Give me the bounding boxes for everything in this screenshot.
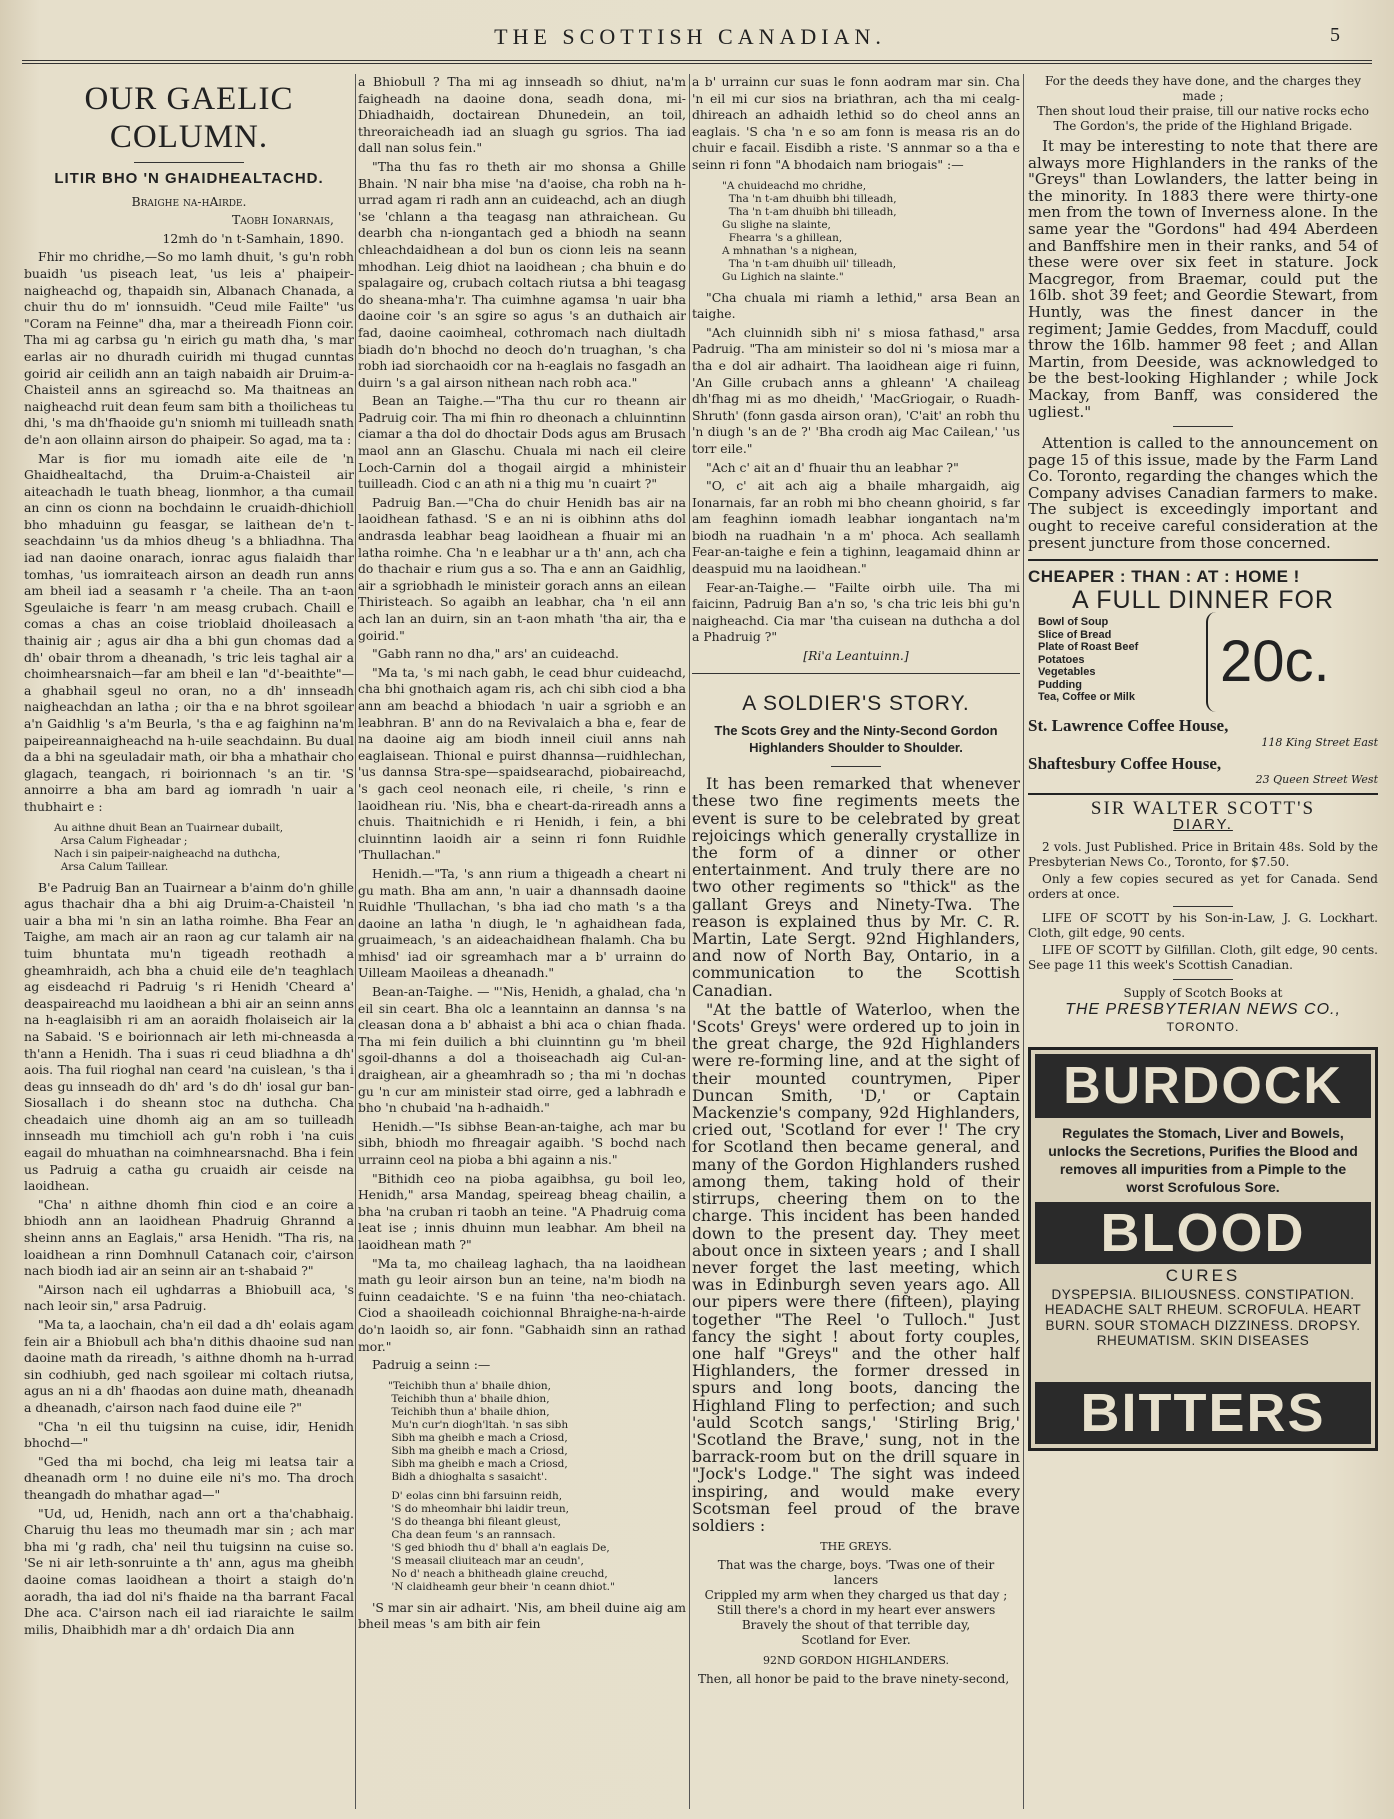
verse: Then, all honor be paid to the brave ninety-second,	[698, 1672, 1010, 1687]
burdock-description: Regulates the Stomach, Liver and Bowels, unlocks the Secretions, Purifies the Blood and removes all impurities from a Pimple to the worst Scrofulous Sore.	[1048, 1125, 1358, 1196]
paragraph: 'S mar sin air adhairt. 'Nis, am bheil duine aig am bheil meas 's am bith air fein	[358, 1599, 686, 1632]
paragraph: Bean an Taighe.—"Tha thu cur ro theann air Padruig coir. Tha mi fhin ro dheonach a chluinntinn ciamar a tha dol do dhoctair Dods agus am Brusach maol ann an Glaschu. Chuala mi nach eil cleire Loch-Carnin dol a thogail airgid a mhinisteir tuilleadh. Ciod c an ath ni a thig mu 'n cuairt ?"	[358, 393, 686, 492]
paragraph: Only a few copies secured as yet for Canada. Send orders at once.	[1028, 872, 1378, 901]
column-divider	[355, 74, 356, 1809]
divider	[134, 162, 244, 163]
masthead	[40, 20, 1340, 54]
paragraph: It has been remarked that whenever these two fine regiments meets the event is sure to be celebrated by great rejoicings which generally crystallize in the form of a dinner or other entertainment. And truly there are no two other regiments so "thick" as the gallant Greys and Ninety-Twa. The reason is explained thus by Mr. C. R. Martin, Late Sergt. 92nd Highlanders, and now of North Bay, Ontario, in a communication to the Scottish Canadian.	[692, 774, 1020, 1000]
column-4	[1028, 74, 1378, 1799]
paragraph: "Bithidh ceo na pioba agaibhsa, gu boil leo, Henidh," arsa Mandag, speireag bheag chailin, a bha 'na cruban ri taobh an teine. "A Phadruig coma leat ise ; innis dhuinn mun leabhar. Am bheil na laoidhean math ?"	[358, 1170, 686, 1252]
divider	[1173, 906, 1233, 907]
column-divider	[689, 74, 690, 1809]
paragraph: 2 vols. Just Published. Price in Britain 48s. Sold by the Presbyterian News Co., Toronto, for $7.50.	[1028, 840, 1378, 869]
byline: Braighe na-hAirde.	[131, 193, 247, 209]
paragraph: "Gabh rann no dha," ars' an cuideachd.	[372, 646, 619, 662]
supply-text: Supply of Scotch Books at	[1123, 986, 1283, 1000]
paragraph: "Cha chuala mi riamh a lethid," arsa Bean an taighe.	[692, 289, 1020, 322]
masthead-rule	[22, 60, 1372, 64]
ailments-list: DYSPEPSIA. BILIOUSNESS. CONSTIPATION. HEADACHE SALT RHEUM. SCROFULA. HEART BURN. SOUR STOMACH DIZZINESS. DROPSY. RHEUMATISM. SKIN DISEASES	[1044, 1286, 1362, 1349]
verse: For the deeds they have done, and the charges they made ; Then shout loud their praise, till our native rocks echo The Gordon's, the pride of the Highland Brigade.	[1036, 74, 1370, 133]
verse: "Teichibh thun a' bhaile dhion, Teichibh thun a' bhaile dhion, Teichibh thun a' bhaile dhion, Mu'n cur'n diogh'ltah. 'n sas sibh Sibh ma gheibh e mach a Criosd, Sibh ma gheibh e mach a Criosd, Sibh ma gheibh e mach a Criosd, Bidh a dhioghalta s sasaicht'.	[388, 1379, 569, 1483]
poem-heading: THE GREYS.	[820, 1540, 892, 1554]
diary-subtitle: DIARY.	[1173, 816, 1233, 834]
continued-note: [Ri'a Leantuinn.]	[803, 648, 909, 664]
paragraph: Padruig Ban.—"Cha do chuir Henidh bas air na laoidhean fathasd. 'S e an ni is oibhinn aths dol andrasda leabhar beag laoidhean a fhuair mi an latha roimhe. Cha 'n e leabhar ur a th' ann, ach cha do thachair e rium gus a so. Tha e ann an Gaidhlig, air a sgriobhadh le ministeir gorach anns an eilean Thiristeach. So agaibh an leabhar, cha 'n eil ann ach lan an duirn, sin an t-aon mhath 'tha air, tha e goirid."	[358, 494, 686, 643]
paragraph: "Ma ta, mo chaileag laghach, tha na laoidhean math gu leoir airson bun an teine, na'm biodh na fuinn ceadaichte. 'S e na fuinn 'tha neo-chiatach. Ciod a shaoileadh coichionnal Bhraighe-na-h-airde do'n laoidh so, air fonn. "Gabhaidh sinn an rathad mor."	[358, 1255, 686, 1354]
paragraph: LIFE OF SCOTT by his Son-in-Law, J. G. Lockhart. Cloth, gilt edge, 90 cents.	[1028, 911, 1378, 940]
paragraph: Fear-an-Taighe.— "Failte oirbh uile. Tha mi faicinn, Padruig Ban a'n so, 's cha tric leis bhi gu'n naigheachd. Cia mar 'tha cuisean na duthcha a dol a Phadruig ?"	[692, 579, 1020, 645]
menu-item: Slice of Bread	[1038, 628, 1112, 641]
burdock-bitters-ad	[1028, 1047, 1378, 1451]
paragraph: "Ach c' ait an d' fhuair thu an leabhar ?"	[706, 459, 959, 475]
dateline: Taobh Ionarnais,	[231, 212, 334, 228]
menu-item: Bowl of Soup	[1038, 616, 1109, 629]
paragraph: "Ged tha mi bochd, cha leig mi leatsa tair a dheanadh orm ! no duine eile ni's mo. Tha droch theangadh do mhathar agad—"	[24, 1453, 354, 1502]
divider	[1028, 793, 1378, 795]
paragraph: "O, c' ait ach aig a bhaile mhargaidh, aig Ionarnais, far an robh mi bho cheann ghoirid, s far am feaghinn iomadh leabhar iongantach na'm biodh na ruadhain 'n a m' phoca. Ach seallamh Fear-an-taighe e fein a tighinn, leagamaid dhinn ar deaspuid mu na laoidhean."	[692, 478, 1020, 577]
cafe-address: 118 King Street East	[1261, 736, 1378, 750]
column-3	[692, 74, 1020, 1799]
menu-item: Potatoes	[1038, 653, 1085, 666]
publisher-city: TORONTO.	[1166, 1019, 1240, 1034]
divider	[831, 766, 881, 767]
dateline: 12mh do 'n t-Samhain, 1890.	[162, 230, 344, 246]
paragraph: Henidh.—"Is sibhse Bean-an-taighe, ach mar bu sibh, bhiodh mo fhreagair agaibh. 'S bochd nach urrainn ceol na pioba a bhi againn a nis."	[358, 1118, 686, 1167]
paragraph: "At the battle of Waterloo, when the 'Scots' Greys' were ordered up to join in the great charge, the 92d Highlanders were re-forming line, and at the sight of their mounted countrymen, Piper Duncan Smith, 'D,' or Captain Mackenzie's company, 92d Highlanders, cried out, 'Scotland for ever !' The cry for Scotland then became general, and many of the Gordon Highlanders rushed among them, taking hold of their stirrups, cheering them on to the charge. This incident has been handed down to the present day. They meet about once in sixteen years ; and I shall never forget the last meeting, which was in Edinburgh seven years ago. All our pipers were there (fifteen), playing together "The Reel 'o Tulloch." Just fancy the sight ! about forty couples, one half "Greys" and the other half Highlanders, the former dressed in spurs and long boots, dancing the Highland Fling to perfection; and such 'auld Scotch sangs,' 'Stirling Brig,' 'Scotland the Brave,' sung, not in the barrack-room but on the drill square in "Jock's Lodge." The sight was indeed inspiring, and would make every Scotsman feel proud of the brave soldiers :	[692, 999, 1020, 1535]
masthead-title: THE SCOTTISH CANADIAN.	[494, 24, 886, 49]
paragraph: Bean-an-Taighe. — "'Nis, Henidh, a ghalad, cha 'n eil sin ceart. Bha olc a leanntainn an dannsa 's na cleasan dona a b' abhaist a bhi aca o chian fhada. Tha mi fein duilich a bhi cluinntinn gu 'm bheil sgoil-dhanns a dol a thoiseachadh aig Cul-an-draighean, air a gheamhradh so ; tha mi 'n dochas gu 'n cur am ministeir stad oirre, ged a labhradh e bho 'n chubaid 'na h-adhaidh."	[358, 984, 686, 1116]
paragraph: "Cha' n aithne dhomh fhin ciod e an coire a bhiodh ann an laoidhean Phadruig Ghrannd a sheinn anns an Eaglais," arsa Henidh. "Tha ris, na loaidhean a rinn Domhnull Catanach coir, c'airson nach biodh iad air an seinn air an t-shabaid ?"	[24, 1196, 354, 1279]
paragraph: "Cha 'n eil thu tuigsinn na cuise, idir, Henidh bhochd—"	[24, 1418, 354, 1451]
gaelic-column-heading: OUR GAELIC COLUMN.	[84, 81, 294, 155]
cafe-name: Shaftesbury Coffee House,	[1028, 753, 1222, 773]
diary-title: SIR WALTER SCOTT'S	[1090, 797, 1316, 819]
cures-label: CURES	[1165, 1266, 1241, 1286]
publisher-name: THE PRESBYTERIAN NEWS CO.,	[1065, 1001, 1341, 1018]
menu-list	[1038, 616, 1138, 704]
burdock-title: BURDOCK	[1035, 1054, 1371, 1118]
cafe-name: St. Lawrence Coffee House,	[1028, 716, 1229, 736]
soldier-story-subheading: The Scots Grey and the Ninty-Second Gordon Highlanders Shoulder to Shoulder.	[714, 723, 998, 756]
column-2	[358, 74, 686, 1799]
paragraph: It may be interesting to note that there are always more Highlanders in the ranks of the "Greys" than Lowlanders, the latter being in the minority. In 1883 there were thirty-one men from the town of Inverness alone. In the same year the "Gordons" had 494 Aberdeen and Banffshire men in their ranks, and 54 of these were over six feet in stature. Jock Macgregor, from Braemar, could put the 16lb. shot 39 feet; and Geordie Stewart, from Huntly, was the finest dancer in the regiment; Jamie Geddes, from Macduff, could throw the 16lb. hammer 98 feet ; and Allan Martin, from Deeside, was acknowledged to be the best-looking Highlander ; while Jock Mackay, from Banff, was considered the ugliest."	[1028, 137, 1378, 421]
verse: "A chuideachd mo chridhe, Tha 'n t-am dhuibh bhi tilleadh, Tha 'n t-am dhuibh bhi tilleadh, Gu slighe na slainte, Fhearra 's a ghillean, A mhnathan 's a nighean, Tha 'n t-am dhuibh uil' tilleadh, Gu Lighich na slainte."	[722, 179, 897, 283]
paragraph: "Ma ta, 's mi nach gabh, le cead bhur cuideachd, cha bhi gnothaich agam ris, ach chi sibh ciod a bha ann am beachd a bhiodach 'n uair a sgriobh e an leabhran. B' ann do na Revivalaich a bha e, fear de na daoine aig am biodh inneil ciuil anns nah eaglaisean. Thional e puirst dhannsa—ruidhlechan, 'us dannsa Stra-spe—spaidsearachd, piobaireachd, 's gach ceol neonach eile, ri cheile, 's rinn e laoidhean riu. 'Nis, bha e cheart-da-rireadh anns a chuis. Thaitnichidh e ri Henidh, i fein, a bhi cluinntinn laoidh air a seinn ri fonn Ruidhle 'Thullachan."	[358, 664, 686, 863]
paragraph: LIFE OF SCOTT by Gilfillan. Cloth, gilt edge, 90 cents. See page 11 this week's Scottish Canadian.	[1028, 943, 1378, 972]
verse: D' eolas cinn bhi farsuinn reidh, 'S do mheomhair bhi laidir treun, 'S do theanga bhi fileant gleust, Cha dean feum 's an rannsach. 'S ged bhiodh thu d' bhall a'n eaglais De, 'S measail cliuiteach mar an ceudn', No d' neach a bhitheadh glaine creuchd, 'N claidheamh geur bheir 'n ceann dhiot."	[391, 1489, 615, 1593]
paragraph: "Ma ta, a laochain, cha'n eil dad a dh' eolais agam fein air a Bhiobull ach bha'n dithis dhaoine sud nan daoine math da rireadh, 's aithne dhomh na h-urrad sin codhiubh, ged nach sgoilear mi coltach riutsa, agus an ni a dh' fhaodas aon duine math, dheanadh a dheanadh, c'airson nach faod duine eile ?"	[24, 1317, 354, 1415]
bitters-title: BITTERS	[1035, 1382, 1371, 1444]
paragraph: Henidh.—"Ta, 's ann rium a thigeadh a cheart ni gu math. Bha am ann, 'n uair a dhannsadh daoine Ruidhle 'Thullachan, 's bha iad cho math 's a tha daoine an latha 'n diugh, le 'n aghaidhean fada, gruaimeach, 's an aideachaidhean fhalamh. Cha bu mhisd' iad oir sgreamhach mar a b' urrainn do Uilleam Maoileas a dheanadh."	[358, 865, 686, 981]
blood-title: BLOOD	[1035, 1202, 1371, 1264]
verse: Au aithne dhuit Bean an Tuairnear dubailt, Arsa Calum Figheadar ; Nach i sin paipeir-naigheachd na duthcha, Arsa Calum Taillear.	[54, 821, 284, 873]
coffee-house-ad	[1028, 569, 1378, 789]
paragraph: Padruig a seinn :—	[372, 1357, 491, 1373]
menu-item: Tea, Coffee or Milk	[1038, 691, 1135, 704]
ad-cheaper-headline: CHEAPER : THAN : AT : HOME !	[1028, 567, 1300, 587]
menu-item: Plate of Roast Beef	[1038, 641, 1139, 654]
paragraph: Fhir mo chridhe,—So mo lamh dhuit, 's gu'n robh buaidh 'us piseach leat, 'us leis a' phaipeir-naigheachd og, thapaidh sin, Albanach Chanada, a chuir thu do m' ionnsuidh. "Ceud mile Failte" 'us "Coram na Feinne" dha, mar a theireadh Fionn coir. Tha mi ag carbsa gu 'n eirich gu math dha, 's mar earlas air no dhuradh cuiridh mi thugad cunntas goirid air ceilidh ann an taigh nabaidh air Druim-a-Chaisteil anns an sgireachd so. Ma thaitneas an naigheachd ruit dean feum sam bith a thoilicheas tu dhi, 's ma dh'fhaoide gu'n sniomh mi tuilleadh snath de'n aon ollainn airson do phaipeir. So agad, ma ta :	[24, 249, 354, 447]
menu-item: Vegetables	[1038, 666, 1096, 679]
paragraph: "Tha thu fas ro theth air mo shonsa a Ghille Bhain. 'N nair bha mise 'na d'aoise, cha robh na h-urrad agam ri radh ann an cuideachd, ach an diugh 'se 'chlann a tha teagasg nan athraichean. Gu dearbh cha n-iongantach ged a bhiodh na seann chleachdaidhean a dol bun os cionn leis na seann mhodhan. Leig dhiot na laoidhean ; cha bhuin e do spalagaire og, crubach coltach riutsa a bhi teagasg do sheana-mha'r. Tha cuimhne agamsa 'n uair bha daoine coir 's an sgire so agus 's an duthaich air fad, daoine caoimheal, cothromach nach diultadh biadh do'n bhochd no deoch do'n truaghan, 's cha robh iad siorchaoidh cor na h-eaglais no fasgadh an duirn 's a gal airson nithean nach robh aca."	[358, 158, 686, 390]
paragraph: a b' urrainn cur suas le fonn aodram mar sin. Cha 'n eil mi cur sios na briathran, ach tha mi cealg-dhireach an adhaidh lethid so do cheol anns an eaglais. 'S cha 'n e so am fonn is measa ris an do chuir e facail. Eisdibh a riste. 'S annmar so a tha e seinn ri fonn "A bhodaich nam briogais" :—	[692, 74, 1020, 172]
verse: That was the charge, boys. 'Twas one of their lancers Crippled my arm when they charged us that day ; Still there's a chord in my heart ever answers Bravely the shout of that terrible day, Scotland for Ever.	[704, 1558, 1008, 1648]
divider	[1028, 559, 1378, 561]
soldier-story-heading: A SOLDIER'S STORY.	[742, 691, 970, 715]
menu-block	[1028, 612, 1378, 714]
dinner-price: 20c.	[1220, 629, 1330, 695]
paragraph: "Airson nach eil ughdarras a Bhiobuill aca, 's nach leoir sin," arsa Padruig.	[24, 1281, 354, 1314]
paragraph: B'e Padruig Ban an Tuairnear a b'ainm do'n ghille agus thachair dha a bhi aig Druim-a-Chaisteil 'n uair a bha mi 'n sin an latha roimhe. Bha Fear an Taighe, am mach air an raon ag cur talamh air na tuim bhuntata mu'n tigeadh reothadh a gheamhraidh, ach bha a chuid eile de'n teaghlach ag eisdeachd ri Padruig 's ri Henidh 'Cheard a' deaspaireachd mu laoidhean a bhi air an seinn anns na h-eaglaisibh ri am an aoraidh fholaiseich air la na Sabaid. 'S e boirionnach air leth mi-chneasda a th'ann a Henidh. Tha i suas ri ceud bliadhna a dh' aois. Tha fuil rioghal nan ceard 'na cuislean, 's tha i deas gu innseadh do dh' ard 's do dh' iosal gur ban-Siosallach i do sheann stoc na duthcha. Cha cheadaich uine dhomh aig an am so tuilleadh innseadh mu timchioll ach gu'n robh i 'na cuis eagail do mhuathan na coimhnearsnachd. Bha i fein us Padruig a catha gu cruaidh air ceisde na laoidhean.	[24, 879, 354, 1194]
ad-dinner-headline: A FULL DINNER FOR	[1072, 585, 1334, 614]
paragraph: Attention is called to the announcement on page 15 of this issue, made by the Farm Land Co. Toronto, regarding the changes which the Company advises Canadian farmers to make. The subject is exceedingly important and ought to receive careful consideration at the present juncture from those concerned.	[1028, 434, 1378, 552]
divider	[1173, 979, 1233, 980]
column-divider	[1023, 74, 1024, 1809]
paragraph: "Ud, ud, Henidh, nach ann ort a tha'chabhaig. Charuig thu leas mo theumadh mar sin ; ach mar bha mi 'g radh, cha' neil thu tuigsinn na cuise so. 'Se ni air leth-sonruinte a th' ann, agus ma gheibh daoine comas laoidhean a thoirt a staigh do'n aoradh, tha iad dol ni's fhaide na tha barrant Facal Dhe aca. C'airson nach eil iad riaraichte le sailm milis, Dhaibhidh mar a dh' ordaich Dia ann	[24, 1505, 354, 1637]
brace	[1206, 612, 1218, 712]
paragraph: a Bhiobull ? Tha mi ag innseadh so dhiut, na'm faigheadh na daoine dona, seadh dona, mi-Dhiadhaidh, doctairean Dhunedein, an toil, threoraicheadh iad an sluagh gu sgrios. Tha iad dall nan solus fein."	[358, 74, 686, 156]
page-number: 5	[1330, 24, 1340, 46]
divider	[1173, 426, 1233, 427]
paragraph: Mar is fior mu iomadh aite eile de 'n Ghaidhealtachd, tha Druim-a-Chaisteil air aiteachadh le tuath bheag, lionmhor, a tha cumail an cinn os cionn na bochdainn le cruaidh-dhichioll bho mhaduinn gu feasgar, se laithean de'n t-seachdainn 'us da mhios dheug 's a bhliadhna. Tha iad nan daoine onarach, ionrac agus fialaidh thar tomhas, 'us iomraiteach airson an deadh run anns am bheil iad a seasamh r 'a cheile. Tha an t-aon Sgeulaiche is fearr 'n am measg crubach. Chaill e comas a chas an coise trioblaid dhoileasach a thainig air ; agus air dha a bhi gun chomas dad a dh' obair throm a dheanadh, 's tric leis taghal air a choimhearsnaich—far am bheil e lan "d'-beaithte"—a ghabhail sgeul no oran, no a dh' innseadh naigheachdan an latha ; oir tha e na bhrot sgoilear a'n Gaidhlig 's a'm Beurla, 's tha e ag faighinn na'm paipeireannaigheachd na h-uile seachdainn. Bu dual da a bhi na sgeuladair math, oir bha a mhathair cho glagach, teangach, ri boirionnach 's an tir. 'S annoirre a bha am bard ag iomradh 'n uair a thubhairt e :	[24, 450, 354, 814]
letter-subheading: LITIR BHO 'N GHAIDHEALTACHD.	[54, 170, 324, 187]
menu-item: Pudding	[1038, 678, 1082, 691]
divider	[692, 673, 1020, 674]
column-1	[24, 74, 354, 1799]
scott-diary-ad	[1028, 797, 1378, 1035]
paragraph: "Ach cluinnidh sibh ni' s miosa fathasd," arsa Padruig. "Tha am ministeir so dol ni 's miosa mar a tha e dol air adhairt. Tha laoidhean aige ri fuinn, 'An Gille crubach anns a ghleann' 'A chaileag dh'fhag mi as mo dheidh,' 'MacGriogair, o Ruadh-Shruth' (fonn gasda airson oran), 'C'ait' an robh thu 'n diugh 's an de ?' 'Bha crodh aig Mac Cailean,' 'us torr eile."	[692, 324, 1020, 456]
poem-heading: 92ND GORDON HIGHLANDERS.	[763, 1654, 949, 1668]
cafe-address: 23 Queen Street West	[1255, 773, 1378, 787]
